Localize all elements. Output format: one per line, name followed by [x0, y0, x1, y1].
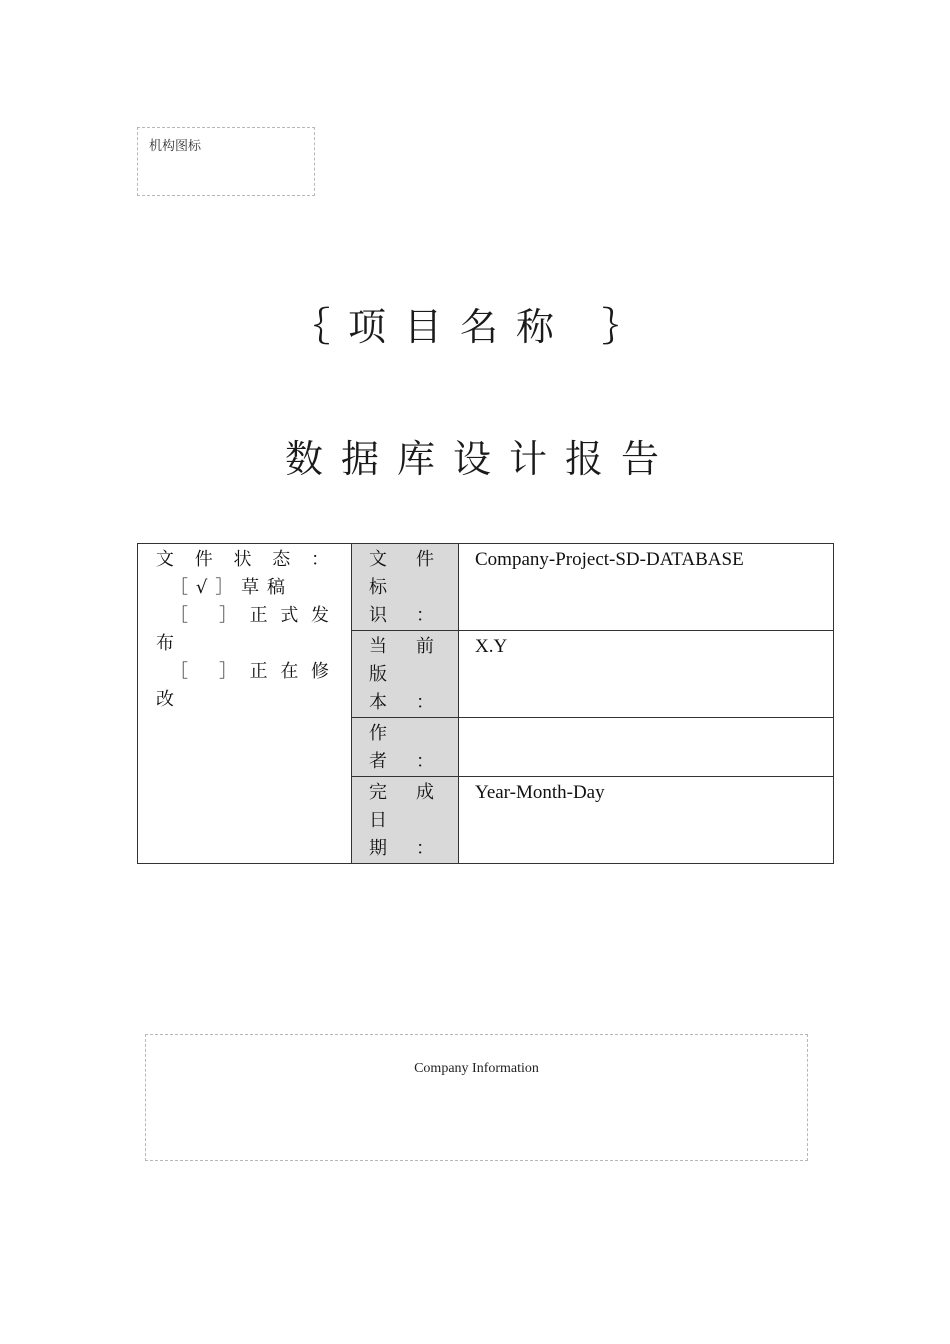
- field-label-version: [352, 631, 459, 718]
- field-value-completion-date: Year-Month-Day: [459, 777, 834, 864]
- document-info-table: [137, 543, 834, 864]
- field-label-line: 日: [369, 810, 387, 831]
- field-value-author: [459, 718, 834, 777]
- field-label-line: 期 ：: [369, 838, 434, 859]
- report-title: 数据库设计报告: [284, 437, 677, 481]
- status-option-release: ［ ］正式发: [170, 605, 329, 626]
- status-option-revising: ［ ］正在修: [170, 661, 329, 682]
- field-label-line: 完 成: [369, 782, 434, 803]
- table-row: [138, 544, 834, 631]
- status-option-release-cont: 布: [156, 633, 174, 654]
- logo-placeholder-label: 机构图标: [149, 139, 202, 154]
- field-label-line: 作: [369, 723, 387, 744]
- company-info-label: Company Information: [414, 1061, 539, 1076]
- field-label-line: 者 ：: [369, 751, 434, 772]
- company-info-box: [145, 1034, 808, 1161]
- status-option-revising-cont: 改: [156, 689, 174, 710]
- field-value-doc-id: Company-Project-SD-DATABASE: [459, 544, 834, 631]
- logo-placeholder-box: [137, 127, 315, 196]
- document-status-cell: [138, 544, 352, 864]
- field-label-completion-date: [352, 777, 459, 864]
- field-label-line: 本 ：: [369, 692, 434, 713]
- field-label-line: 文 件: [369, 549, 434, 570]
- status-option-draft: ［√］草稿: [170, 577, 285, 598]
- field-value-version: X.Y: [459, 631, 834, 718]
- field-label-line: 当 前: [369, 636, 434, 657]
- project-name-title: ｛项目名称 ｝: [291, 305, 659, 349]
- field-label-line: 识 ：: [369, 605, 434, 626]
- field-label-line: 标: [369, 577, 387, 598]
- field-label-doc-id: [352, 544, 459, 631]
- field-label-line: 版: [369, 664, 387, 685]
- field-label-author: [352, 718, 459, 777]
- status-heading: 文件状态：: [156, 549, 329, 570]
